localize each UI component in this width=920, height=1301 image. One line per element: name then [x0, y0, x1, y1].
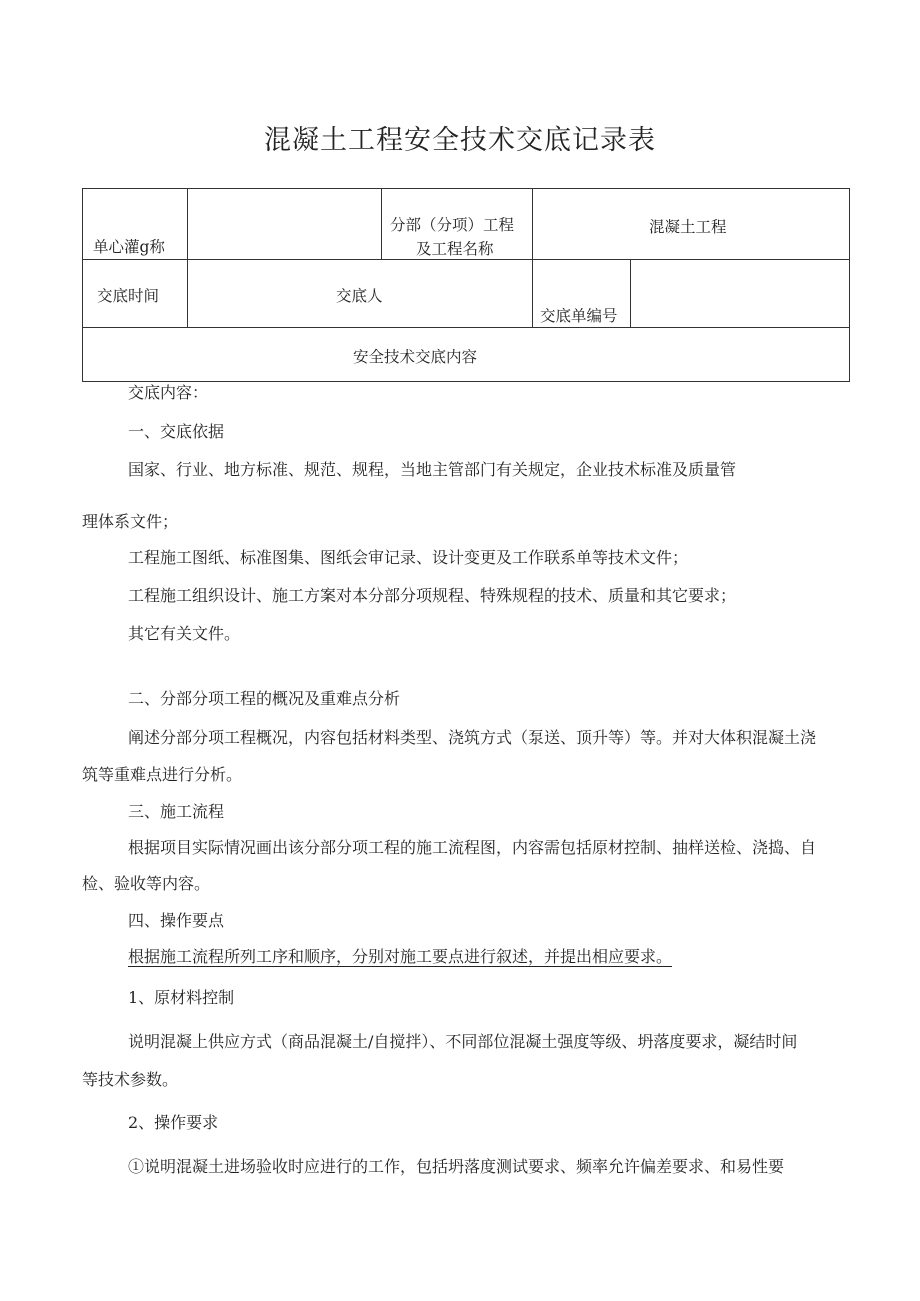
content-header: 安全技术交底内容 — [353, 348, 478, 366]
table-divider — [83, 259, 849, 260]
section-1-paragraph: 国家、行业、地方标准、规范、规程，当地主管部门有关规定，企业技术标准及质量管 — [128, 460, 737, 479]
subsection-2-title: 2、操作要求 — [128, 1113, 219, 1132]
section-1-paragraph: 工程施工组织设计、施工方案对本分部分项规程、特殊规程的技术、质量和其它要求； — [128, 586, 737, 605]
section-2-title: 二、分部分项工程的概况及重难点分析 — [128, 689, 401, 708]
subsection-2-paragraph: ①说明混凝土进场验收时应进行的工作，包括坍落度测试要求、频率允许偏差要求、和易性要 — [128, 1157, 785, 1176]
section-3-title: 三、施工流程 — [128, 802, 225, 821]
section-1-paragraph: 工程施工图纸、标准图集、图纸会审记录、设计变更及工作联系单等技术文件； — [128, 548, 689, 567]
sub-project-value: 混凝土工程 — [649, 218, 727, 236]
section-4-title: 四、操作要点 — [128, 911, 225, 930]
number-label: 交底单编号 — [540, 307, 618, 325]
discloser-label: 交底人 — [336, 287, 383, 305]
table-divider — [532, 259, 533, 327]
section-1-title: 一、交底依据 — [128, 422, 225, 441]
table-divider — [187, 189, 188, 259]
disclosure-info-table — [82, 188, 850, 382]
table-divider — [187, 259, 188, 327]
section-2-paragraph-continued: 筑等重难点进行分析。 — [82, 765, 243, 784]
section-2-paragraph: 阐述分部分项工程概况，内容包括材料类型、浇筑方式（泵送、顶升等）等。并对大体积混凝土浇 — [128, 728, 817, 747]
section-3-paragraph: 根据项目实际情况画出该分部分项工程的施工流程图，内容需包括原材控制、抽样送检、浇捣、自 — [128, 838, 817, 857]
section-1-paragraph-continued: 理体系文件； — [82, 512, 179, 531]
table-divider — [381, 189, 382, 259]
section-3-paragraph-continued: 检、验收等内容。 — [82, 874, 211, 893]
sub-project-label-line1: 分部（分项）工程 — [390, 216, 515, 234]
unit-name-label: 单心灌g称 — [93, 238, 165, 256]
time-label: 交底时间 — [97, 287, 160, 305]
sub-project-label-line2: 及工程名称 — [416, 240, 494, 258]
document-title: 混凝土工程安全技术交底记录表 — [264, 125, 656, 156]
subsection-1-paragraph: 说明混凝上供应方式（商品混凝土/自搅拌）、不同部位混凝土强度等级、坍落度要求，凝结时间 — [128, 1032, 798, 1051]
subsection-1-title: 1、原材料控制 — [128, 988, 235, 1007]
table-divider — [532, 189, 533, 259]
section-4-paragraph: 根据施工流程所列工序和顺序，分别对施工要点进行叙述，并提出相应要求。 — [128, 947, 673, 966]
table-divider — [630, 259, 631, 327]
table-divider — [83, 327, 849, 328]
subsection-1-paragraph-continued: 等技术参数。 — [82, 1070, 179, 1089]
intro-label: 交底内容： — [128, 383, 209, 402]
section-1-paragraph: 其它有关文件。 — [128, 624, 241, 643]
